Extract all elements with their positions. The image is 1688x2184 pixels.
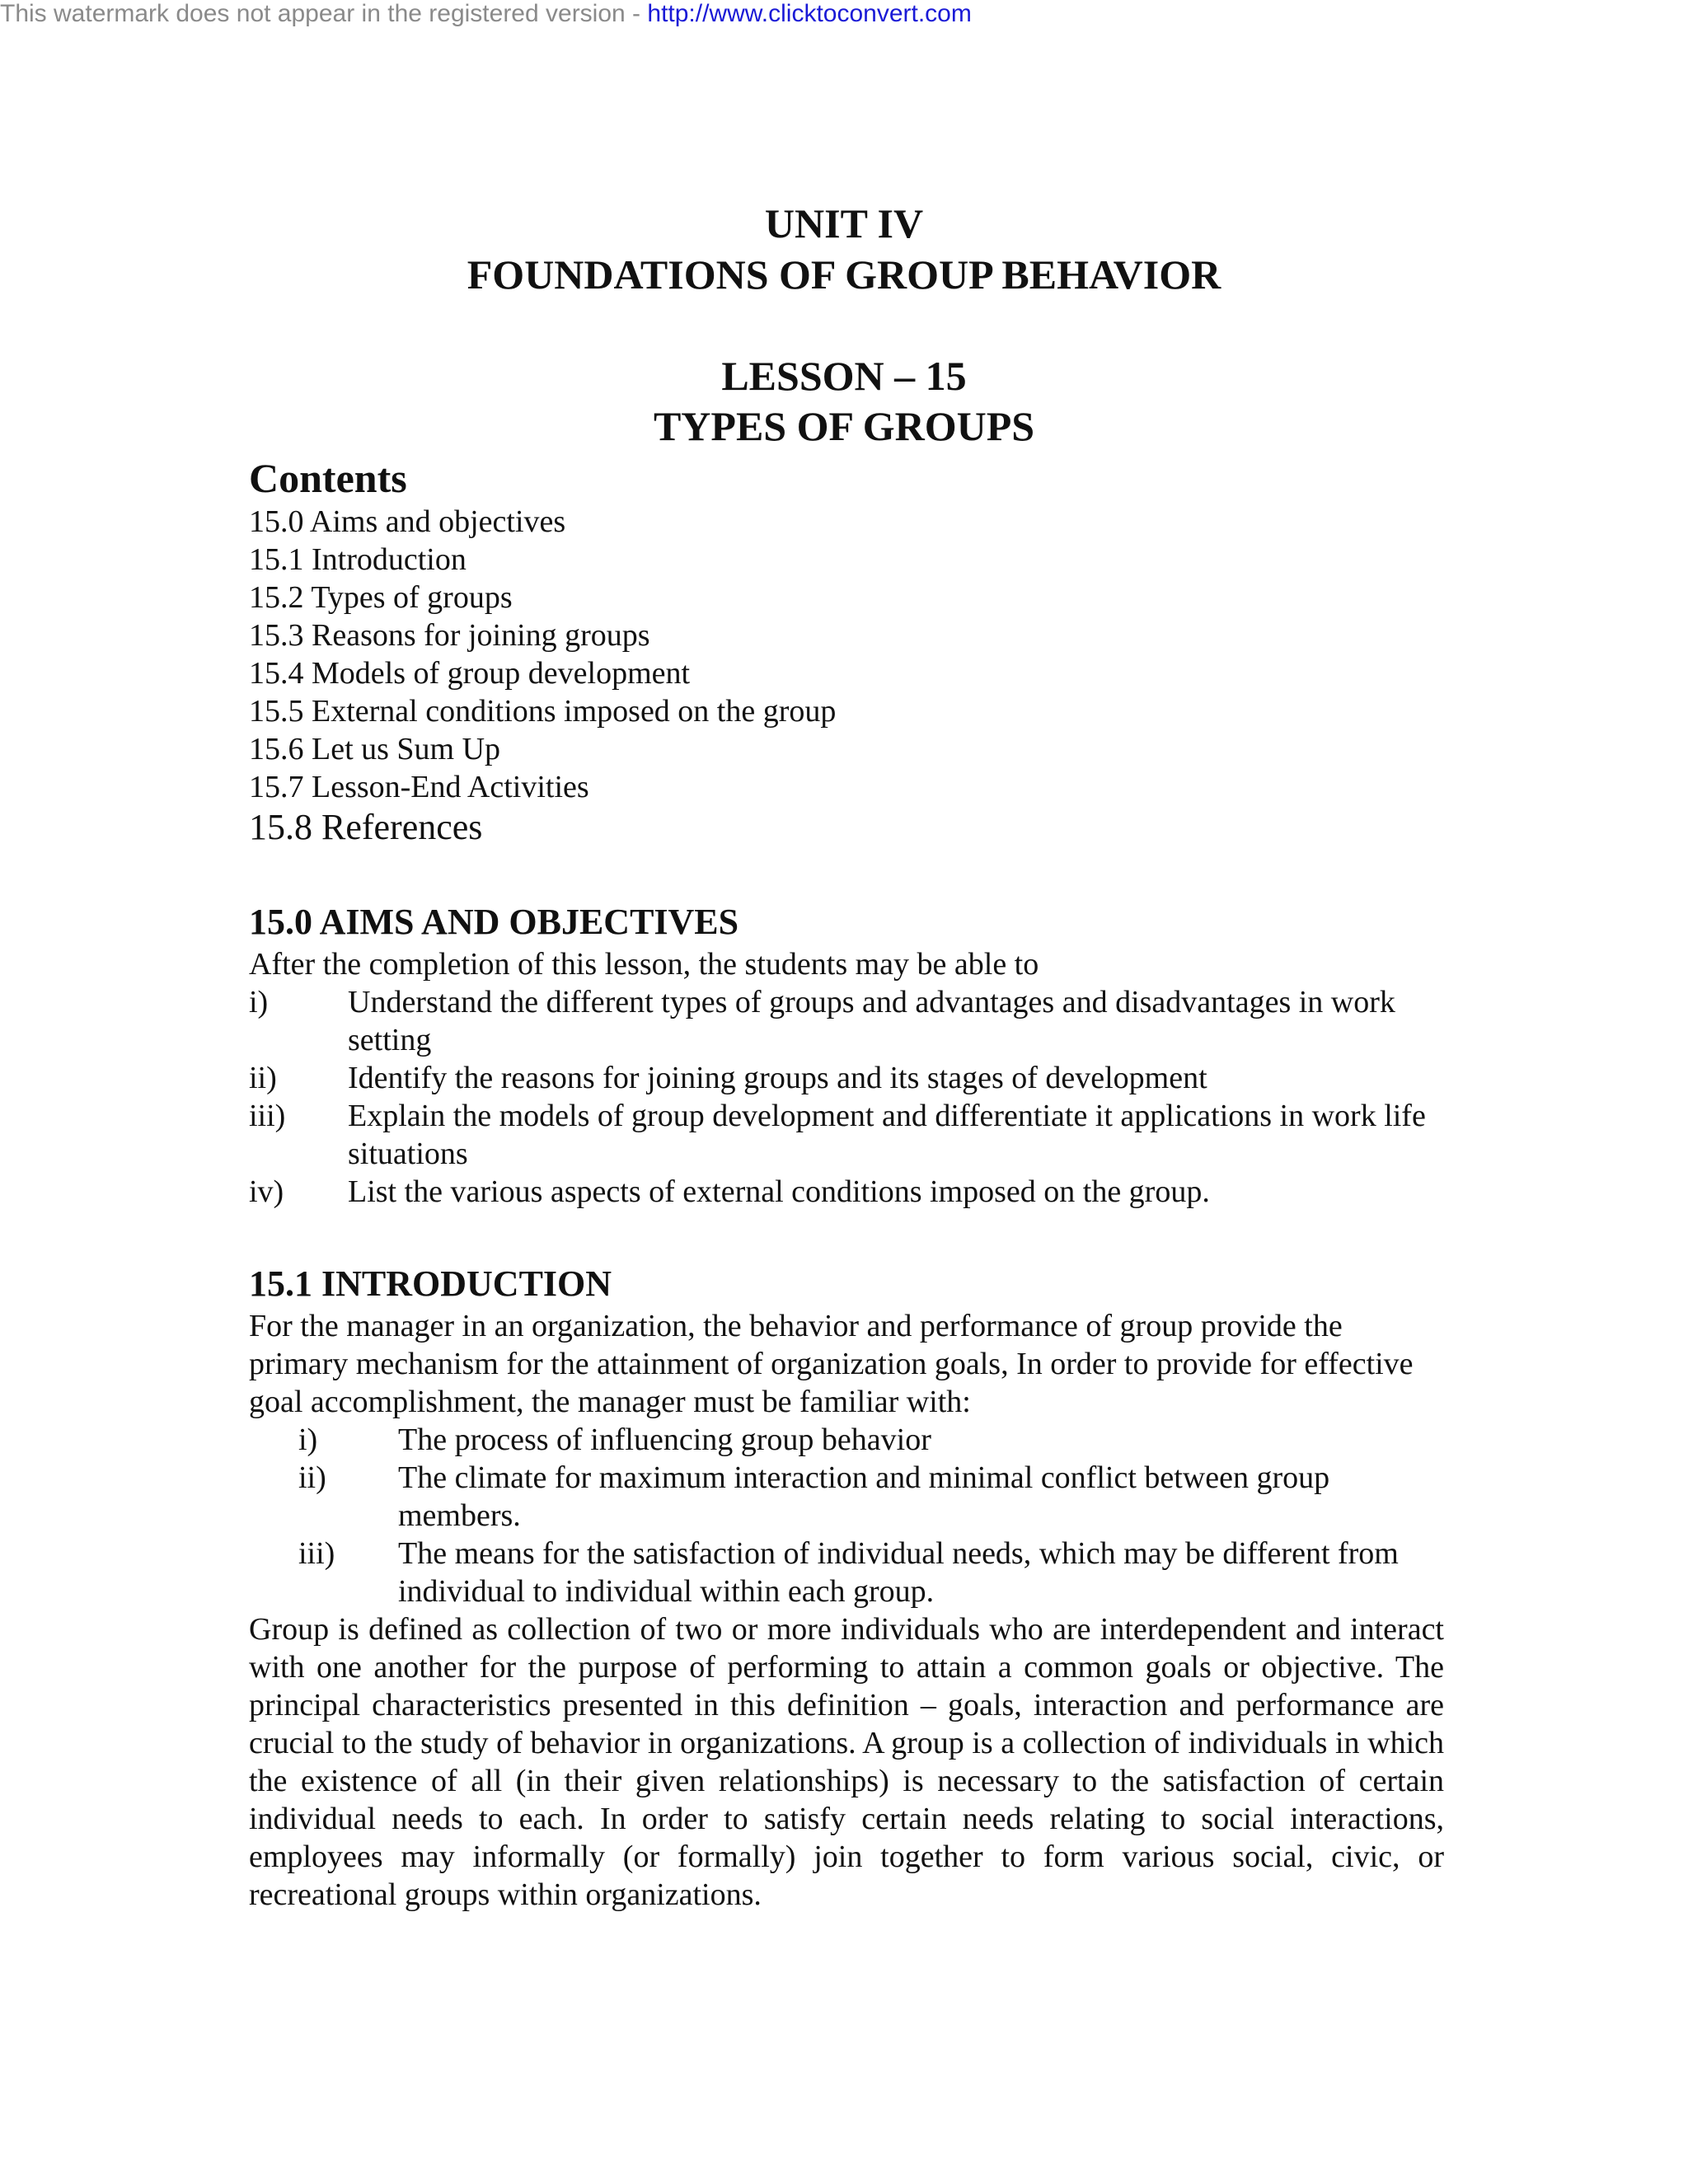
- list-text: The process of influencing group behavior: [398, 1422, 931, 1457]
- toc-item: 15.5 External conditions imposed on the group: [249, 694, 837, 729]
- list-marker: ii): [249, 1061, 277, 1095]
- list-item: [249, 1459, 1444, 1535]
- list-text: Identify the reasons for joining groups and its stages of development: [348, 1061, 1207, 1095]
- toc-item: 15.3 Reasons for joining groups: [249, 618, 650, 653]
- list-text: Explain the models of group development and differentiate it applications in work life situations: [348, 1099, 1426, 1171]
- toc-item: 15.8 References: [249, 807, 483, 847]
- toc-item: 15.6 Let us Sum Up: [249, 732, 501, 766]
- contents-heading: Contents: [249, 455, 407, 501]
- list-text: List the various aspects of external conditions imposed on the group.: [348, 1174, 1210, 1209]
- watermark-link[interactable]: http://www.clicktoconvert.com: [647, 0, 972, 27]
- list-item: [249, 1097, 1444, 1173]
- list-text: The climate for maximum interaction and minimal conflict between group members.: [398, 1460, 1330, 1533]
- list-item: [249, 1421, 1444, 1459]
- aims-heading: 15.0 AIMS AND OBJECTIVES: [249, 902, 739, 942]
- list-item: [249, 1173, 1444, 1211]
- list-marker: iv): [249, 1174, 284, 1209]
- list-text: Understand the different types of groups and advantages and disadvantages in work setting: [348, 985, 1395, 1057]
- list-marker: ii): [298, 1460, 326, 1495]
- introduction-heading: 15.1 INTRODUCTION: [249, 1263, 612, 1304]
- list-text: The means for the satisfaction of individual needs, which may be different from individual to individual within each group.: [398, 1536, 1399, 1609]
- contents-section: [249, 453, 1444, 849]
- unit-number: UNIT IV: [764, 200, 924, 246]
- unit-title: FOUNDATIONS OF GROUP BEHAVIOR: [467, 251, 1221, 298]
- toc-item: 15.1 Introduction: [249, 542, 467, 577]
- toc-item: 15.4 Models of group development: [249, 656, 691, 691]
- aims-section: [249, 945, 1444, 1211]
- list-item: [249, 1059, 1444, 1097]
- introduction-lead: For the manager in an organization, the behavior and performance of group provide the primary mechanism for the attainment of organization goals, In order to provide for effective goal accomplishment, the manager must be familiar with:: [249, 1309, 1414, 1419]
- list-marker: i): [249, 985, 269, 1019]
- toc-item: 15.0 Aims and objectives: [249, 504, 566, 539]
- aims-intro: After the completion of this lesson, the students may be able to: [249, 947, 1039, 982]
- list-marker: iii): [298, 1536, 335, 1571]
- toc-item: 15.7 Lesson-End Activities: [249, 770, 589, 804]
- list-item: [249, 983, 1444, 1059]
- watermark: [0, 0, 972, 28]
- introduction-body: Group is defined as collection of two or more individuals who are interdependent and interact with one another for the purpose of performing to attain a common goals or objective. The principal characteristics presented in this definition – goals, interaction and performance are crucial to the study of behavior in organizations. A group is a collection of individuals in which the existence of all (in their given relationships) is necessary to the satisfaction of certain individual needs to each. In order to satisfy certain needs relating to social interactions, employees may informally (or formally) join together to form various social, civic, or recreational groups within organizations.: [249, 1612, 1444, 1912]
- list-marker: i): [298, 1422, 318, 1457]
- list-marker: iii): [249, 1099, 286, 1133]
- toc-item: 15.2 Types of groups: [249, 580, 513, 615]
- list-item: [249, 1535, 1444, 1610]
- lesson-title: TYPES OF GROUPS: [653, 403, 1035, 449]
- lesson-number: LESSON – 15: [721, 353, 967, 399]
- introduction-section: [249, 1307, 1444, 1914]
- watermark-text: This watermark does not appear in the registered version -: [0, 0, 648, 27]
